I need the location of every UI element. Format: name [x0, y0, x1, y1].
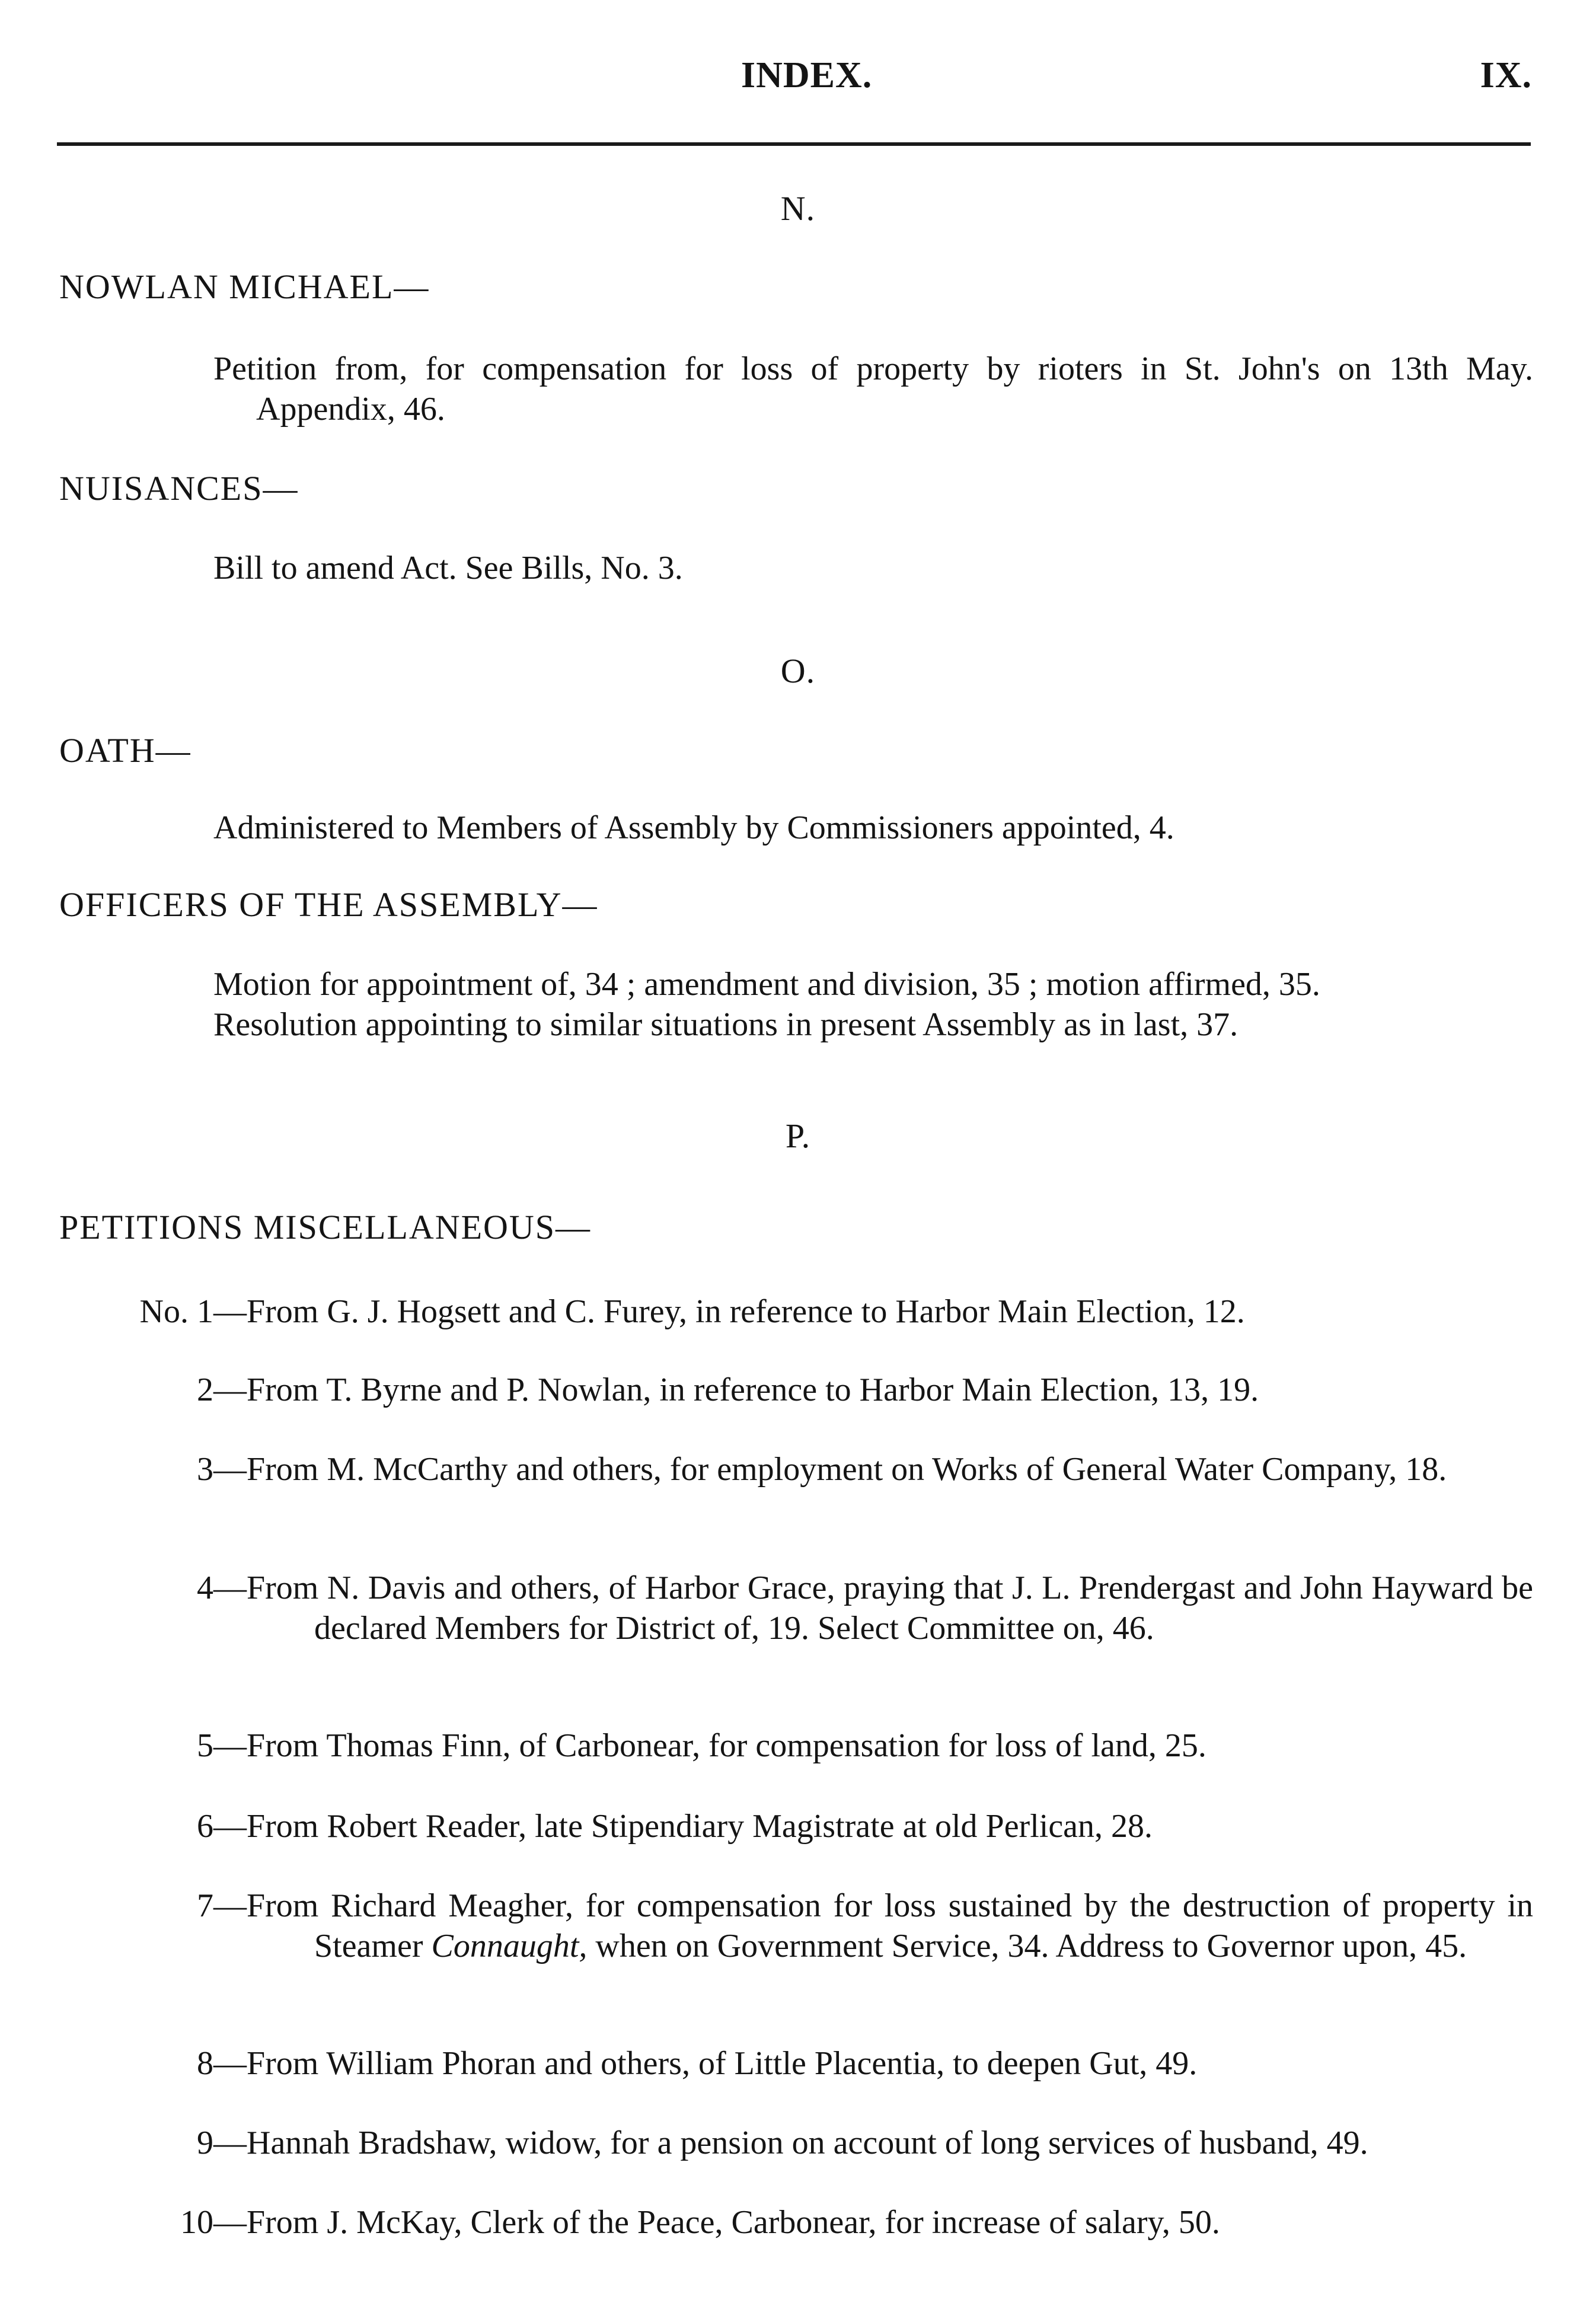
petition-number: 2 — [197, 1371, 213, 1408]
petition-text: From N. Davis and others, of Harbor Grace, praying that J. L. Prendergast and John Hayward be declared Members for District of, 19. Select Committee on, 46. — [247, 1570, 1533, 1647]
petition-text: From Robert Reader, late Stipendiary Magistrate at old Perlican, 28. — [247, 1808, 1153, 1845]
petition-text: From M. McCarthy and others, for employment on Works of General Water Company, 18. — [247, 1451, 1447, 1488]
entry-heading-officers: OFFICERS OF THE ASSEMBLY— — [59, 885, 598, 924]
petition-number: 6 — [197, 1808, 213, 1845]
entry-line: Petition from, for compensation for loss of property by rioters in St. John's on 13th May. Appendix, 46. — [213, 350, 1533, 428]
petition-number: 5 — [197, 1727, 213, 1764]
section-letter-n: N. — [780, 189, 816, 228]
page-number: IX. — [1480, 55, 1532, 95]
petition-item-3: 3 —From M. McCarthy and others, for employment on Works of General Water Company, 18. — [71, 1449, 1533, 1489]
entry-line: Administered to Members of Assembly by Commissioners appointed, 4. — [213, 809, 1174, 846]
entry-body-nowlan — [213, 349, 1533, 429]
petition-text: From J. McKay, Clerk of the Peace, Carbonear, for increase of salary, 50. — [247, 2204, 1220, 2241]
entry-body-nuisances — [213, 548, 1533, 588]
petition-text: From G. J. Hogsett and C. Furey, in reference to Harbor Main Election, 12. — [247, 1293, 1245, 1330]
petition-text: From William Phoran and others, of Little Placentia, to deepen Gut, 49. — [247, 2045, 1198, 2082]
steamer-name: Connaught, — [431, 1928, 588, 1964]
petition-text-cont: when on Government Service, 34. Address to Governor upon, 45. — [587, 1928, 1467, 1964]
entry-line: Bill to amend Act. See Bills, No. 3. — [213, 550, 683, 586]
petition-number: 9 — [197, 2125, 213, 2161]
running-title: INDEX. — [741, 55, 873, 95]
running-head — [0, 55, 1596, 108]
entry-heading-nowlan: NOWLAN MICHAEL— — [59, 267, 430, 306]
petition-number: 4 — [197, 1570, 213, 1606]
petition-item-9: 9 —Hannah Bradshaw, widow, for a pension on account of long services of husband, 49. — [71, 2123, 1533, 2163]
petition-number: 3 — [197, 1451, 213, 1488]
entry-line: Resolution appointing to similar situations in present Assembly as in last, 37. — [213, 1006, 1239, 1043]
petition-item-10: 10 —From J. McKay, Clerk of the Peace, Carbonear, for increase of salary, 50. — [71, 2202, 1533, 2243]
petition-item-8: 8 —From William Phoran and others, of Little Placentia, to deepen Gut, 49. — [71, 2043, 1533, 2084]
petition-text: Hannah Bradshaw, widow, for a pension on account of long services of husband, 49. — [247, 2125, 1368, 2161]
petition-number: 10 — [180, 2204, 213, 2241]
petition-item-5: 5 —From Thomas Finn, of Carbonear, for compensation for loss of land, 25. — [71, 1725, 1533, 1766]
entry-heading-oath: OATH— — [59, 731, 191, 770]
section-letter-o: O. — [780, 652, 816, 690]
header-rule — [57, 142, 1531, 146]
petition-text: From Thomas Finn, of Carbonear, for compensation for loss of land, 25. — [247, 1727, 1206, 1764]
entry-body-oath — [213, 808, 1533, 848]
section-letter-p: P. — [785, 1117, 811, 1155]
entry-body-officers — [213, 964, 1533, 1045]
petition-text: From T. Byrne and P. Nowlan, in reference to Harbor Main Election, 13, 19. — [247, 1371, 1259, 1408]
entry-heading-nuisances: NUISANCES— — [59, 469, 299, 508]
petition-item-4: 4 —From N. Davis and others, of Harbor Grace, praying that J. L. Prendergast and John Hayward be declared Members for District of, 19. Select Committee on, 46. — [71, 1568, 1533, 1648]
entry-heading-petitions: PETITIONS MISCELLANEOUS— — [59, 1208, 592, 1246]
petition-text: From Richard Meagher, for compensation for loss sustained by the destruction of property in Steamer — [247, 1887, 1533, 1964]
entry-line: Motion for appointment of, 34 ; amendment and division, 35 ; motion affirmed, 35. — [213, 966, 1320, 1003]
petition-number: 8 — [197, 2045, 213, 2082]
petition-item-7: 7 —From Richard Meagher, for compensation for loss sustained by the destruction of property in Steamer Connaught, when on Government Service, 34. Address to Governor upon, 45. — [71, 1886, 1533, 1966]
petition-item-1: No. 1 —From G. J. Hogsett and C. Furey, in reference to Harbor Main Election, 12. — [71, 1291, 1533, 1332]
petition-number: 7 — [197, 1887, 213, 1924]
petition-item-6: 6 —From Robert Reader, late Stipendiary Magistrate at old Perlican, 28. — [71, 1806, 1533, 1846]
petition-item-2: 2 —From T. Byrne and P. Nowlan, in reference to Harbor Main Election, 13, 19. — [71, 1370, 1533, 1410]
petition-number: No. 1 — [139, 1293, 213, 1330]
